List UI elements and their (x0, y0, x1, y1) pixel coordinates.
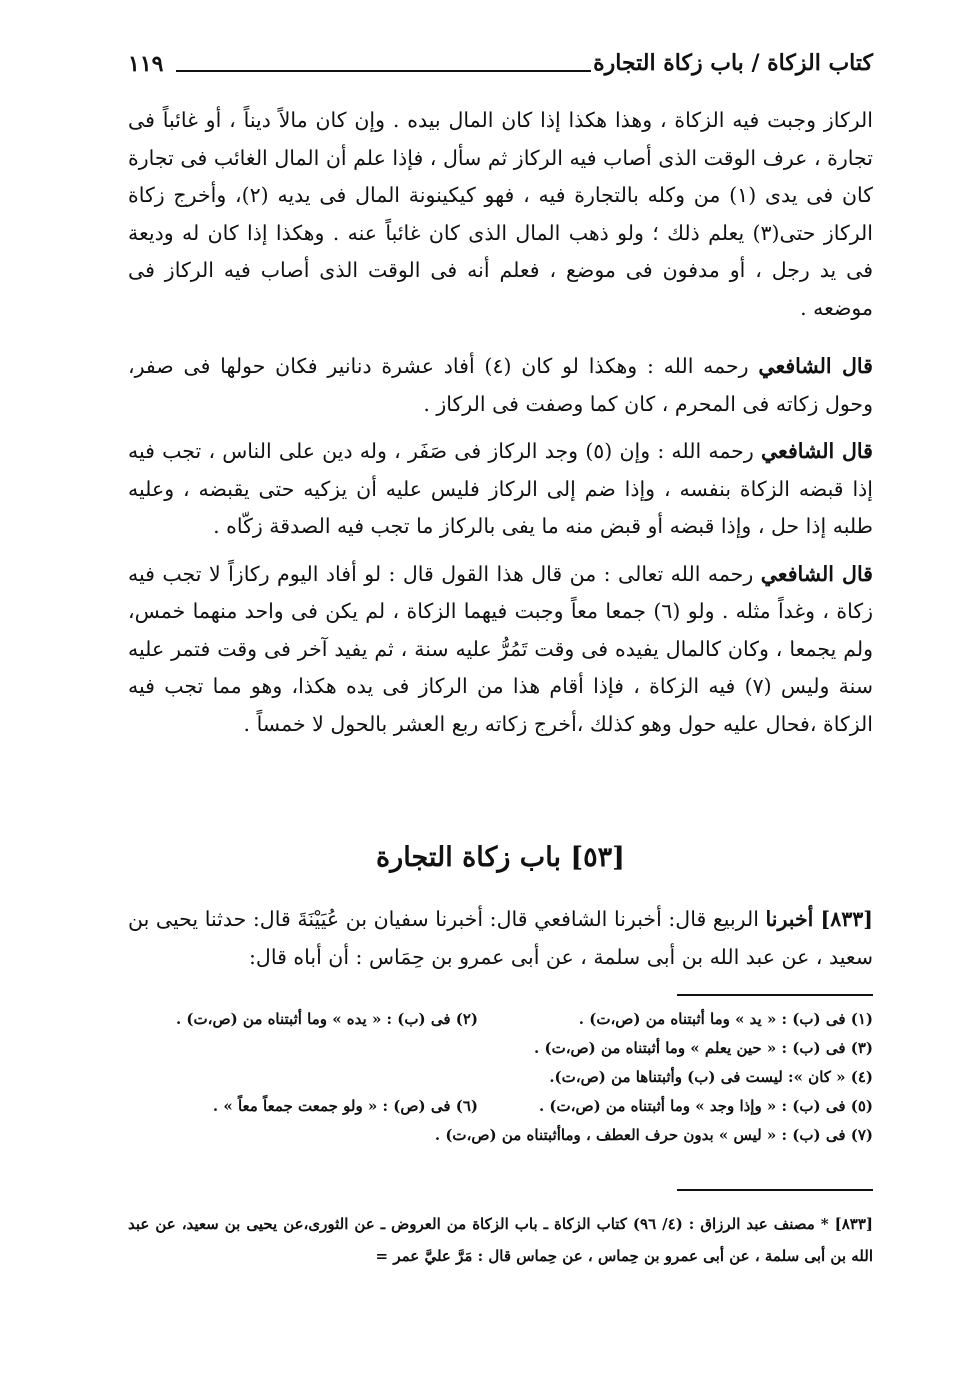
footnote-line (128, 1097, 873, 1126)
speaker-label: قال الشافعي (760, 561, 873, 586)
hadith-text: الربيع قال: أخبرنا الشافعي قال: أخبرنا سفيان بن عُيَيْنَةَ قال: حدثنا يحيى بن سعيد ، عن عبد الله بن أبى سلمة ، عن أبى عمرو بن حِمَاس : أن أباه قال: (128, 907, 873, 969)
footnote: (٢) فى (ب) : « يده » وما أثبتناه من (ص،ت) . (175, 1010, 478, 1028)
footnotes (128, 1010, 873, 1155)
paragraph-text: رحمه الله : وهكذا لو كان (٤) أفاد عشرة دنانير فكان حولها فى صفر، وحول زكاته فى المحرم ، كان كما وصفت فى الركاز . (128, 354, 873, 416)
footnote-line (128, 1010, 873, 1039)
hadith-number: [٨٣٣] أخبرنا (765, 907, 873, 931)
footnote: (٤) « كان »: ليست فى (ب) وأثبتناها من (ص،ت). (549, 1068, 873, 1086)
paragraph (128, 556, 873, 744)
running-header (128, 46, 873, 86)
paragraph (128, 433, 873, 546)
header-title: كتاب الزكاة / باب زكاة التجارة (593, 50, 873, 76)
paragraph: الركاز وجبت فيه الزكاة ، وهذا هكذا إذا كان المال بيده . وإن كان مالاً ديناً ، أو غائباً فى تجارة ، عرف الوقت الذى أصاب فيه الركاز ثم سأل ، فإذا علم أن المال الغائب فى تجارة كان فى يدى (١) من وكله بالتجارة فيه ، فهو كيكينونة المال فى يديه (٢)، وأخرج زكاة الركاز حتى(٣) يعلم ذلك ؛ ولو ذهب المال الذى كان غائباً عنه . وهكذا إذا كان له وديعة فى يد رجل ، أو مدفون فى موضع ، فعلم أنه فى الوقت الذى أصاب فيه الركاز فى موضعه . (128, 108, 873, 320)
footnote: (٣) فى (ب) : « حين يعلم » وما أثبتناه من (ص،ت) . (534, 1039, 873, 1057)
page-number: ١١٩ (128, 51, 164, 77)
chapter-heading: [٥٣] باب زكاة التجارة (376, 842, 625, 873)
paragraph-text: رحمه الله تعالى : من قال هذا القول قال : لو أفاد اليوم ركازاً لا تجب فيه زكاة ، وغداً مثله . ولو (٦) جمعا معاً وجبت فيهما الزكاة ، لم يكن فى واحد منهما خمس، ولم يجمعا ، وكان كالمال يفيده فى وقت تَمُرُّ عليه سنة ، ثم يفيد آخر فى وقت فتمر عليه سنة وليس (٧) فيه الزكاة ، فإذا أقام هذا من الركاز فى يده هكذا، وهو مما تجب فيه الزكاة ،فحال عليه حول وهو كذلك ،أخرج زكاته ربع العشر بالحول لا خمساً . (128, 561, 873, 736)
hadith-block (128, 900, 873, 976)
paragraph (128, 900, 873, 976)
footnote: (٧) فى (ب) : « ليس » بدون حرف العطف ، وماأثبتناه من (ص،ت) . (434, 1126, 873, 1144)
footnote: (١) فى (ب) : « يد » وما أثبتناه من (ص،ت) . (578, 1010, 873, 1028)
source-divider (677, 1189, 873, 1191)
footnote-divider (677, 994, 873, 996)
footnote-line (128, 1126, 873, 1155)
speaker-label: قال الشافعي (760, 439, 873, 463)
header-rule (176, 70, 591, 72)
source-note (128, 1208, 873, 1272)
footnote-line (128, 1068, 873, 1097)
source-note-text: [٨٣٣] * مصنف عبد الرزاق : (٤/ ٩٦) كتاب الزكاة ـ باب الزكاة من العروض ـ عن الثورى،عن يحيى بن سعيد، عن عبد الله بن أبى سلمة ، عن أبى عمرو بن حِماس ، عن حِماس قال : مَرَّ عليَّ عمر = (128, 1215, 874, 1265)
main-text (128, 102, 873, 743)
footnote: (٥) فى (ب) : « وإذا وجد » وما أثبتناه من (ص،ت) . (538, 1097, 873, 1115)
paragraph-text: رحمه الله : وإن (٥) وجد الركاز فى صَفَر ، وله دين على الناس ، تجب فيه إذا قبضه الزكاة بنفسه ، وإذا ضم إلى الركاز فليس عليه أن يزكيه حتى يقبضه ، وعليه طلبه إذا حل ، وإذا قبضه أو قبض منه ما يفى بالركاز ما تجب فيه الصدقة زكّاه . (128, 439, 873, 538)
paragraph (128, 348, 873, 423)
footnote-line (128, 1039, 873, 1068)
footnote: (٦) فى (ص) : « ولو جمعت جمعاً معاً » . (212, 1097, 478, 1115)
speaker-label: قال الشافعي (758, 354, 873, 378)
